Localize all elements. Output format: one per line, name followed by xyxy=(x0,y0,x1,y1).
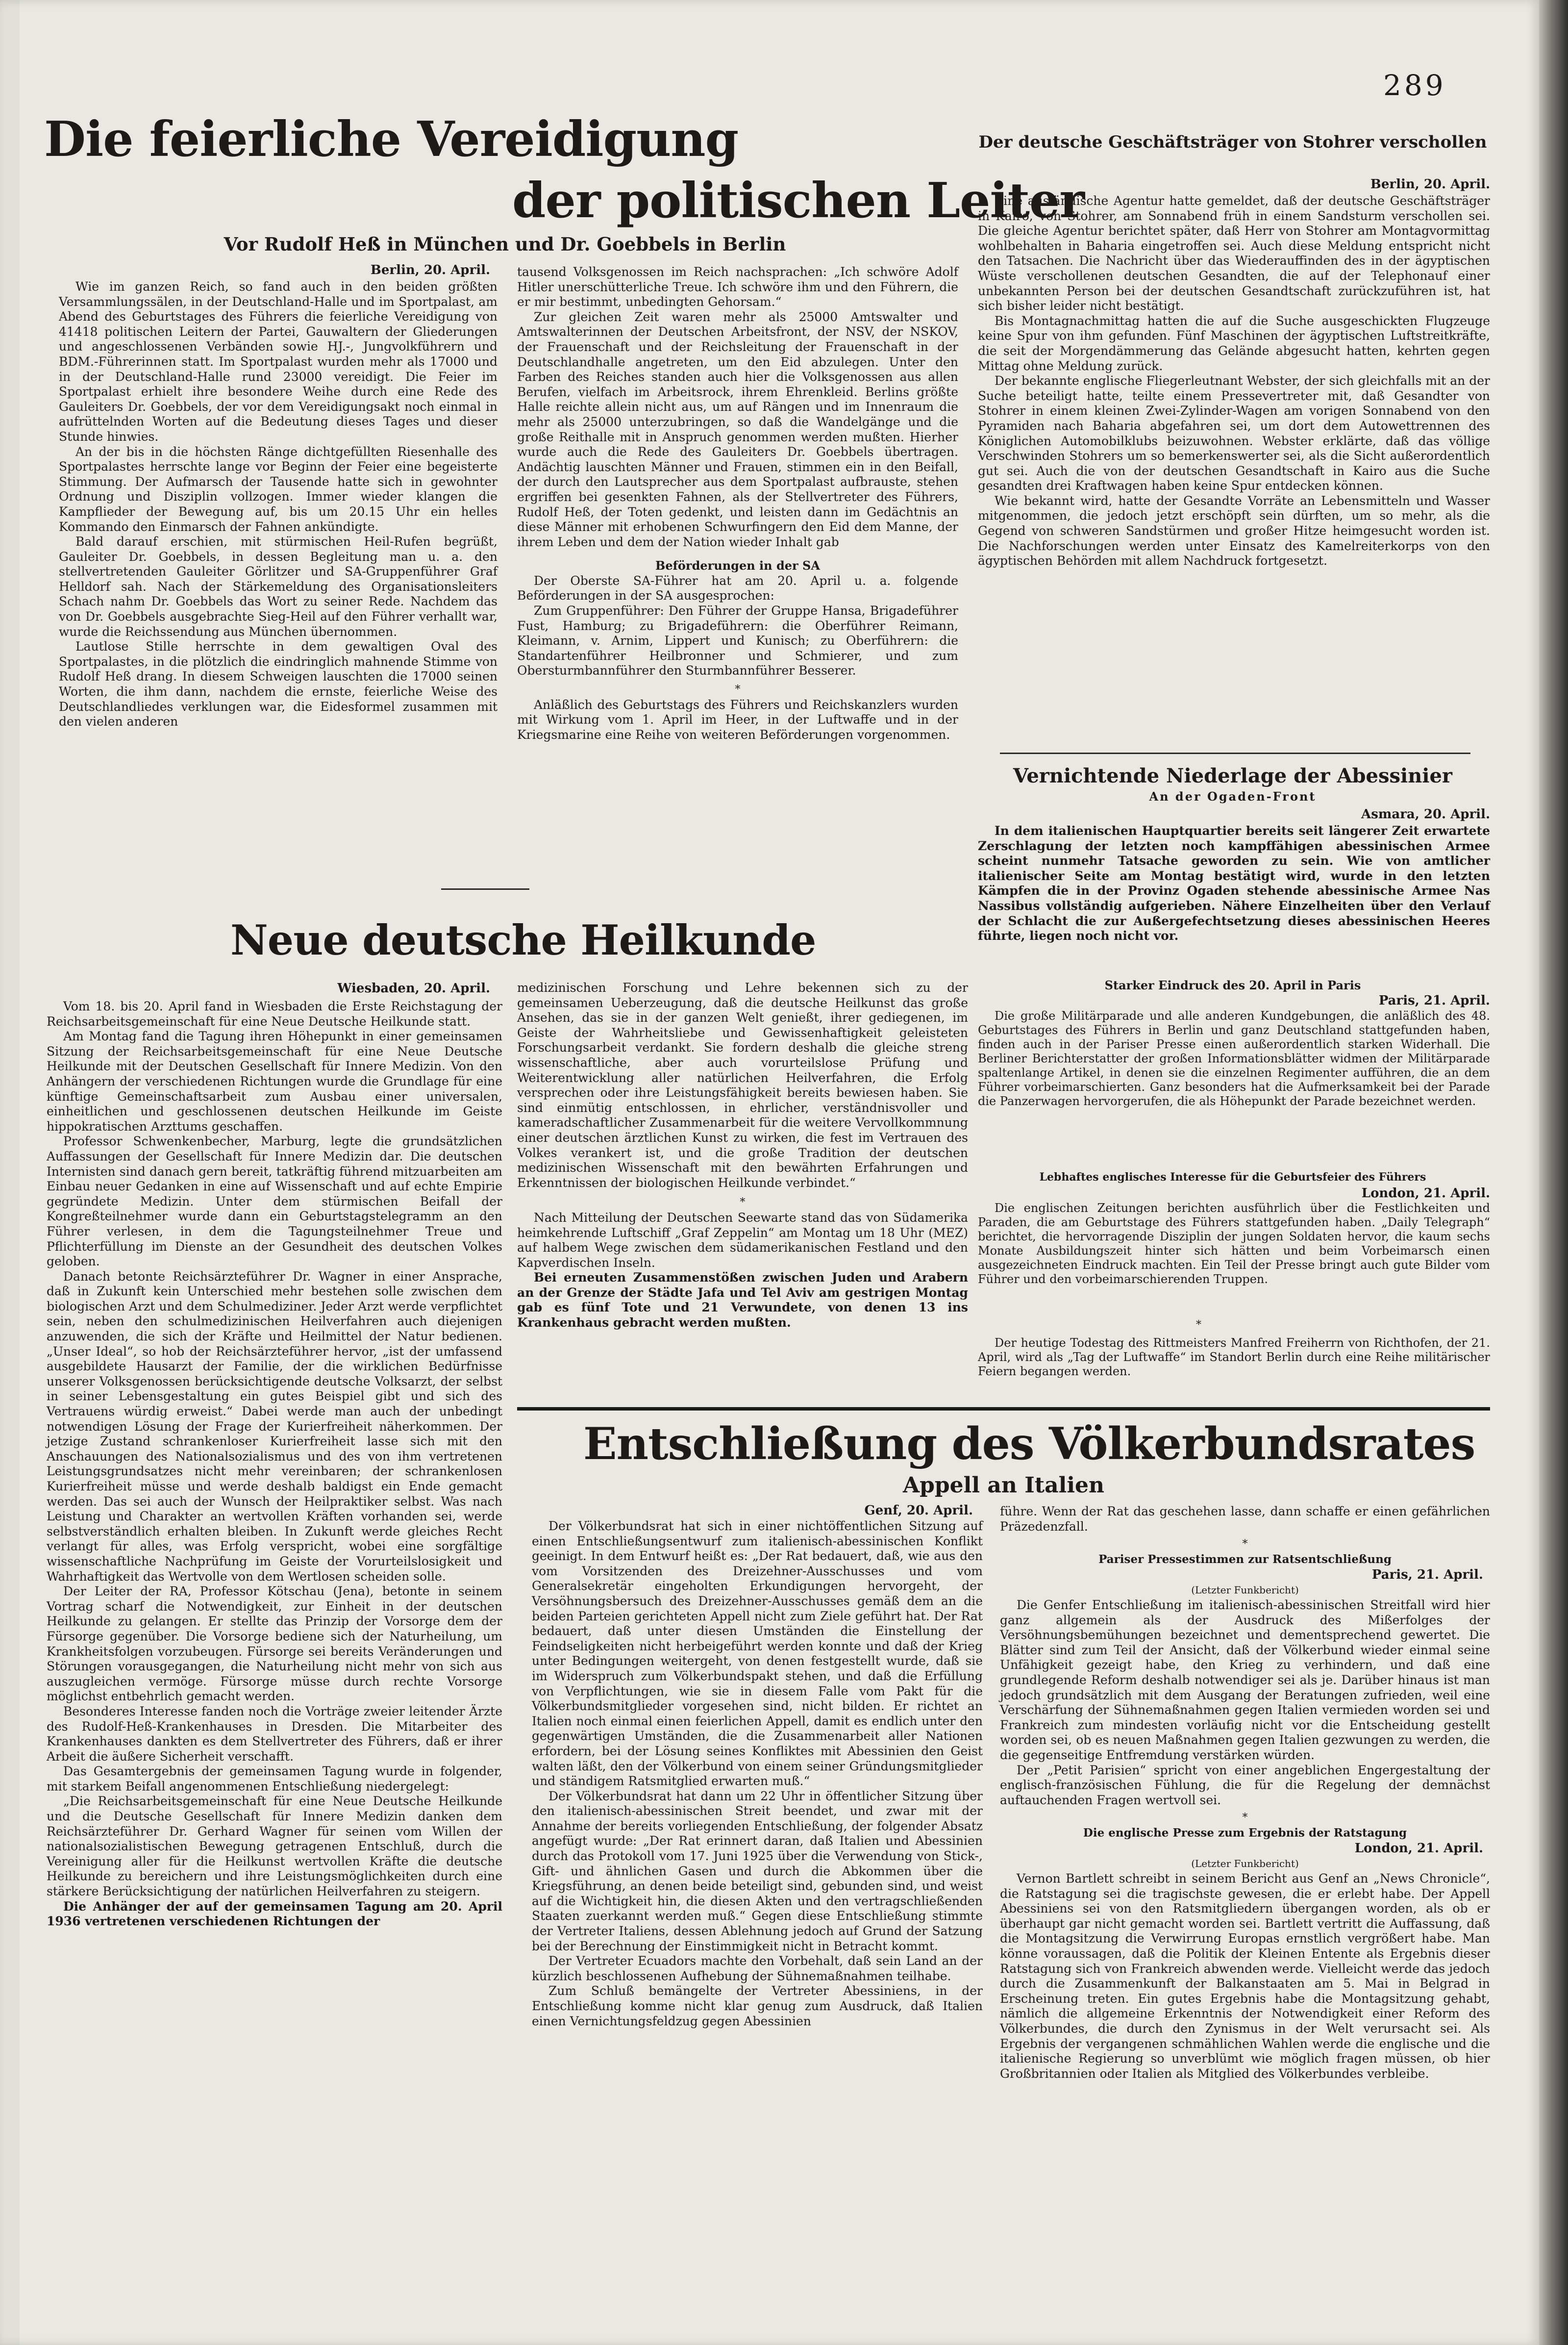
scan-edge xyxy=(0,0,20,2345)
note: (Letzter Funkbericht) xyxy=(1191,1584,1299,1596)
paragraph: Vernon Bartlett schreibt in seinem Bericht aus Genf an „News Chronicle“, die Ratstagung sei die tragischste gewesen, die er erlebt habe. Der Appell Abessiniens sei von den Ratsmitgliedern übergangen worden, als ob er überhaupt gar nicht gemacht worden sei. Bartlett vertritt die Auffassung, daß die Montagsitzung die Verwirrung Europas ernstlich vergrößert habe. Man könne voraussagen, daß die Politik der Kleinen Entente als Ergebnis dieser Ratstagung sich von Frankreich abwenden werde. Vielleicht werde das jedoch durch die Zusammenkunft der Balkanstaaten am 5. Mai in Belgrad in Erscheinung treten. Ein gutes Ergebnis habe die Montagsitzung gehabt, nämlich die allgemeine Erkenntnis der Notwendigkeit einer Reform des Völkerbundes, die durch den Zynismus in der Welt verursacht sei. Als Ergebnis der vergangenen schmählichen Wahlen werde die englische und die italienische Regierung so unverblümt wie möglich fragen müssen, ob hier Großbritannien oder Italien als Mitglied des Völkerbundes verbleibe. xyxy=(1000,1871,1490,2081)
paragraph: medizinischen Forschung und Lehre bekennen sich zu der gemeinsamen Ueberzeugung, daß die deutsche Heilkunst das große Ansehen, das sie in der ganzen Welt genießt, ihrer gediegenen, im Geiste der Wahrheitsliebe und Gewissenhaftigkeit geleisteten Forschungsarbeit verdankt. Sie fordern deshalb die gleiche streng wissenschaftliche, aber auch vorurteilslose Prüfung und Weiterentwicklung aller natürlichen Heilverfahren, die Erfolg versprechen oder ihre Leistungsfähigkeit bereits bewiesen haben. Sie sind einmütig entschlossen, in ehrlicher, verständnisvoller und kameradschaftlicher Zusammenarbeit für die weitere Vervollkommnung einer deutschen ärztlichen Kunst zu wirken, die fest im Vertrauen des Volkes verankert ist, und die große Tradition der deutschen medizinischen Wissenschaft mit den bewährten Erfahrungen und Erkenntnissen der biologischen Heilkunde verbindet.“ xyxy=(517,981,968,1190)
paragraph: Am Montag fand die Tagung ihren Höhepunkt in einer gemeinsamen Sitzung der Reichsarbeitsgemeinschaft für eine Neue Deutsche Heilkunde mit der Deutschen Gesellschaft für Innere Medizin. Von den Anhängern der verschiedenen Richtungen wurde die Grundlage für eine künftige Gemeinschaftsarbeit zum Ausbau einer universalen, einheitlichen und geschlossenen deutschen Heilkunde im Geiste hippokratischen Arzttums geschaffen. xyxy=(47,1029,502,1134)
article-column xyxy=(978,194,1490,569)
article-column xyxy=(978,1201,1490,1286)
section-heading: Beförderungen in der SA xyxy=(655,558,820,573)
headline-subtitle: Appell an Italien xyxy=(902,1473,1105,1498)
paragraph: Zum Schluß bemängelte der Vertreter Abessiniens, in der Entschließung komme nicht klar genug zum Ausdruck, daß Italien einen Vernichtungsfeldzug gegen Abessinien xyxy=(532,1984,983,2028)
dateline: Paris, 21. April. xyxy=(1378,993,1490,1008)
paragraph: „Die Reichsarbeitsgemeinschaft für eine Neue Deutsche Heilkunde und die Deutsche Gesellschaft für Innere Medizin danken dem Reichsärzteführer Dr. Gerhard Wagner für seinen vom Willen der nationalsozialistischen Bewegung getragenen Entschluß, durch die Vereinigung aller für die Heilkunst wertvollen Kräfte die deutsche Heilkunde zu bereichern und ihre Leistungsmöglichkeiten durch eine stärkere Berücksichtigung der natürlichen Heilverfahren zu steigern. xyxy=(47,1794,502,1899)
paragraph: Bei erneuten Zusammenstößen zwischen Juden und Arabern an der Grenze der Städte Jafa und Tel Aviv am gestrigen Montag gab es fünf Tote und 21 Verwundete, von denen 13 ins Krankenhaus gebracht werden mußten. xyxy=(517,1270,968,1330)
page-number: 289 xyxy=(1383,69,1446,102)
paragraph: Die Anhänger der auf der gemeinsamen Tagung am 20. April 1936 vertretenen verschiedenen Richtungen der xyxy=(47,1899,502,1929)
note: (Letzter Funkbericht) xyxy=(1191,1858,1299,1870)
paragraph: Der bekannte englische Fliegerleutnant Webster, der sich gleichfalls mit an der Suche beteiligt hatte, teilte einem Pressevertreter mit, daß Gesandter von Stohrer in einem kleinen Zwei-Zylinder-Wagen am vorigen Sonnabend von den Pyramiden nach Baharia abgefahren sei, um dort dem Autowettrennen des Königlichen Automobilklubs beizuwohnen. Webster erklärte, daß das völlige Verschwinden Stohrers um so bemerkenswerter sei, als die Sicht außerordentlich gut sei. Auch die von der deutschen Gesandtschaft in Kairo aus die Suche gesandten drei Kraftwagen haben keine Spur entdecken können. xyxy=(978,374,1490,493)
section-heading: Pariser Pressestimmen zur Ratsentschließung xyxy=(1098,1552,1392,1566)
headline-subtitle: An der Ogaden-Front xyxy=(1149,789,1317,804)
separator-star: * xyxy=(1242,1538,1248,1551)
divider xyxy=(1000,753,1470,754)
separator-star: * xyxy=(1242,1812,1248,1824)
paragraph: Das Gesamtergebnis der gemeinsamen Tagung wurde in folgender, mit starkem Beifall angenommenen Entschließung niedergelegt: xyxy=(47,1764,502,1793)
paragraph: Der Völkerbundsrat hat dann um 22 Uhr in öffentlicher Sitzung über den italienisch-abessinischen Streit beendet, und zwar mit der Annahme der bereits vorliegenden Entschließung, der folgender Absatz angefügt wurde: „Der Rat erinnert daran, daß Italien und Abessinien durch das Protokoll vom 17. Juni 1925 über die Verwendung von Stick-, Gift- und ähnlichen Gasen und durch die Abkommen über die Kriegsführung, an denen beide beteiligt sind, gebunden sind, und weist auf die Wichtigkeit hin, die diesen Akten und den vertragschließenden Staaten zuerkannt werden muß.“ Gegen diese Entschließung stimmte der Vertreter Italiens, dessen Ablehnung jedoch auf Grund der Satzung bei der Berechnung der Einstimmigkeit nicht in Betracht kommt. xyxy=(532,1789,983,1953)
dateline: Genf, 20. April. xyxy=(864,1503,973,1518)
paragraph: An der bis in die höchsten Ränge dichtgefüllten Riesenhalle des Sportpalastes herrschte lange vor Beginn der Feier eine begeisterte Stimmung. Der Aufmarsch der Tausende hatte sich in gewohnter Ordnung und Disziplin vollzogen. Immer wieder klangen die Kampflieder der Bewegung auf, bis um 20.15 Uhr ein helles Kommando den Einmarsch der Fahnen ankündigte. xyxy=(59,444,498,534)
scan-border xyxy=(1539,0,1568,2345)
paragraph: Der Vertreter Ecuadors machte den Vorbehalt, daß sein Land an der kürzlich beschlossenen Aufhebung der Sühnemaßnahmen teilhabe. xyxy=(532,1954,983,1983)
dateline: Berlin, 20. April. xyxy=(1370,177,1490,192)
paragraph: In dem italienischen Hauptquartier bereits seit längerer Zeit erwartete Zerschlagung der letzten noch kampffähigen abessinischen Armee scheint nunmehr Tatsache geworden zu sein. Wie von amtlicher italienischer Seite am Montag bestätigt wird, wurde in den letzten Kämpfen die in der Provinz Ogaden stehende abessinische Armee Nas Nassibus vollständig aufgerieben. Nähere Einzelheiten über den Verlauf der Schlacht die zur Außergefechtsetzung dieses abessinischen Heeres führte, liegen noch nicht vor. xyxy=(978,824,1490,943)
divider xyxy=(441,888,529,890)
article-column xyxy=(978,824,1490,944)
paragraph: Der „Petit Parisien“ spricht von einer angeblichen Engergestaltung der englisch-französischen Fühlung, die für die Regelung der demnächst auftauchenden Fragen wertvoll sei. xyxy=(1000,1763,1490,1807)
dateline: London, 21. April. xyxy=(1361,1186,1490,1201)
headline-stohrer: Der deutsche Geschäftsträger von Stohrer verschollen xyxy=(978,132,1487,152)
article-column xyxy=(978,1009,1490,1109)
article-column xyxy=(978,1336,1490,1379)
dateline: Wiesbaden, 20. April. xyxy=(337,981,490,996)
paragraph: Danach betonte Reichsärzteführer Dr. Wagner in einer Ansprache, daß in Zukunft kein Unterschied mehr bestehen solle zwischen dem biologischen Arzt und dem Schulmediziner. Jeder Arzt werde verpflichtet sein, neben den schulmedizinischen Heilverfahren auch diejenigen anzuwenden, die sich der Kräfte und Heilmittel der Natur bedienen. „Unser Ideal“, so hob der Reichsärzteführer hervor, „ist der umfassend ausgebildete Hausarzt der Familie, der die wirklichen Bedürfnisse unserer Volksgenossen berücksichtigende deutsche Volksarzt, der selbst in seiner Lebensgestaltung ein gutes Beispiel gibt und sich des Vertrauens würdig erweist.“ Dabei werde man auch der unbedingt notwendigen Lösung der Frage der Kurierfreiheit näherkommen. Der jetzige Zustand schrankenloser Kurierfreiheit lasse sich mit den Anschauungen des Nationalsozialismus und des von ihm vertretenen Leistungsgrundsatzes nicht mehr vereinbaren; der schrankenlosen Kurierfreiheit müsse und werde deshalb baldigst ein Ende gemacht werden. Das sei auch der Wunsch der Heilpraktiker selbst. Was nach Leistung und Charakter an wertvollen Kräften vorhanden sei, werde selbstverständlich erhalten bleiben. In Zukunft werde gleiches Recht verlangt für alles, was Erfolg verspricht, wobei eine sorgfältige wissenschaftliche Nachprüfung im Geiste der Vorurteilslosigkeit und Wahrhaftigkeit das Wertvolle von dem Wertlosen scheiden solle. xyxy=(47,1269,502,1584)
paragraph: Besonderes Interesse fanden noch die Vorträge zweier leitender Ärzte des Rudolf-Heß-Krankenhauses in Dresden. Die Mitarbeiter des Krankenhauses dankten es dem Stellvertreter des Führers, daß er ihrer Arbeit die äußere Sicherheit verschafft. xyxy=(47,1704,502,1764)
paragraph: führe. Wenn der Rat das geschehen lasse, dann schaffe er einen gefährlichen Präzedenzfall. xyxy=(1000,1504,1490,1534)
article-column xyxy=(532,1519,983,2029)
paragraph: Wie im ganzen Reich, so fand auch in den beiden größten Versammlungssälen, in der Deutschland-Halle und im Sportpalast, am Abend des Geburtstages des Führers die feierliche Vereidigung von 41418 politischen Leitern der Partei, Gauwaltern der Gliederungen und angeschlossenen Verbänden sowie HJ.-, Jungvolkführern und BDM.-Führerinnen statt. Im Sportpalast wurden mehr als 17000 und in der Deutschland-Halle rund 23000 vereidigt. Die Feier im Sportpalast erhielt ihre besondere Weihe durch eine Rede des Gauleiters Dr. Goebbels, der vor dem Vereidigungsakt noch einmal in aufrüttelnden Worten auf die Bedeutung dieses Tages und dieser Stunde hinwies. xyxy=(59,279,498,444)
article-column xyxy=(59,279,498,730)
paragraph: Bald darauf erschien, mit stürmischen Heil-Rufen begrüßt, Gauleiter Dr. Goebbels, in dessen Begleitung man u. a. den stellvertretenden Gauleiter Görlitzer und SA-Gruppenführer Graf Helldorf sah. Nach der Stärkemeldung des Organisationsleiters Schach nahm Dr. Goebbels das Wort zu seiner Rede. Nachdem das von Dr. Goebbels ausgebrachte Sieg-Heil auf den Führer verhallt war, wurde die Reichssendung aus München übernommen. xyxy=(59,534,498,639)
article-column xyxy=(517,981,968,1331)
headline-line2: der politischen Leiter xyxy=(512,173,1085,229)
section-heading: Lebhaftes englisches Interesse für die Geburtsfeier des Führers xyxy=(1039,1171,1426,1184)
dateline: London, 21. April. xyxy=(1354,1841,1483,1856)
paragraph: Eine ausländische Agentur hatte gemeldet, daß der deutsche Geschäftsträger in Kairo, von Stohrer, am Sonnabend früh in einem Sandsturm verschollen sei. Die gleiche Agentur berichtet später, daß Herr von Stohrer am Montagvormittag wohlbehalten in Baharia eingetroffen sei. Auch diese Meldung entspricht nicht den Tatsachen. Die Nachricht über das Wiederauffinden des in der ägyptischen Wüste verschollenen deutschen Gesandten, die auf der Telephonauf einer unbekannten Person bei der deutschen Gesandtschaft zurückzuführen ist, hat sich bisher leider nicht bestätigt. xyxy=(978,194,1490,313)
paragraph: Der heutige Todestag des Rittmeisters Manfred Freiherrn von Richthofen, der 21. April, wird als „Tag der Luftwaffe“ im Standort Berlin durch eine Reihe militärischer Feiern begangen werden. xyxy=(978,1336,1490,1378)
paragraph: Der Oberste SA-Führer hat am 20. April u. a. folgende Beförderungen in der SA ausgesprochen: xyxy=(517,573,958,603)
paragraph: Zum Gruppenführer: Den Führer der Gruppe Hansa, Brigadeführer Fust, Hamburg; zu Brigadeführern: die Oberführer Reimann, Kleimann, v. Arnim, Lippert und Kunisch; zu Oberführern: die Standartenführer Heilbronner und Schmierer, und zum Obersturmbannführer den Sturmbannführer Besserer. xyxy=(517,604,958,678)
paragraph: Vom 18. bis 20. April fand in Wiesbaden die Erste Reichstagung der Reichsarbeitsgemeinschaft für eine Neue Deutsche Heilkunde statt. xyxy=(47,999,502,1029)
paragraph: Bis Montagnachmittag hatten die auf die Suche ausgeschickten Flugzeuge keine Spur von ihm gefunden. Fünf Maschinen der ägyptischen Luftstreitkräfte, die seit der Morgendämmerung das Gelände abgesucht hatten, kehrten gegen Mittag ohne Meldung zurück. xyxy=(978,313,1490,373)
article-column xyxy=(47,999,502,1929)
divider xyxy=(517,1407,1490,1411)
paragraph: Lautlose Stille herrschte in dem gewaltigen Oval des Sportpalastes, in die plötzlich die eindringlich mahnende Stimme von Rudolf Heß drang. In diesem Schweigen lauschten die 17000 seinen Worten, die ihm dann, nachdem die ernste, feierliche Weise des Deutschlandliedes verklungen war, die Eidesformel zusammen mit den vielen anderen xyxy=(59,639,498,729)
article-column xyxy=(517,265,958,742)
paragraph: tausend Volksgenossen im Reich nachsprachen: „Ich schwöre Adolf Hitler unerschütterliche Treue. Ich schwöre ihm und den Führern, die er mir bestimmt, unbedingten Gehorsam.“ xyxy=(517,265,958,309)
paragraph: Die große Militärparade und alle anderen Kundgebungen, die anläßlich des 48. Geburtstages des Führers in Berlin und ganz Deutschland stattgefunden haben, finden auch in der Pariser Presse einen außerordentlich starken Widerhall. Die Berliner Berichterstatter der großen Informationsblätter widmen der Militärparade spaltenlange Artikel, in denen sie die einzelnen Regimenter aufführen, die an dem Führer vorbeimarschierten. Ganz besonders hat die Aufmerksamkeit bei der Parade die Panzerwagen hervorgerufen, die als Höhepunkt der Parade bezeichnet werden. xyxy=(978,1009,1490,1108)
separator-star: * xyxy=(735,683,741,696)
headline-line1: Die feierliche Vereidigung xyxy=(44,111,739,168)
dateline: Berlin, 20. April. xyxy=(370,263,490,277)
paragraph: Anläßlich des Geburtstags des Führers und Reichskanzlers wurden mit Wirkung vom 1. April im Heer, in der Luftwaffe und in der Kriegsmarine eine Reihe von weiteren Beförderungen vorgenommen. xyxy=(517,697,958,742)
dateline: Paris, 21. April. xyxy=(1371,1567,1483,1583)
paragraph: Die Genfer Entschließung im italienisch-abessinischen Streitfall wird hier ganz allgemein als der Ausdruck des Mißerfolges der Versöhnungsbemühungen bezeichnet und dementsprechend gewertet. Die Blätter sind zum Teil der Ansicht, daß der Völkerbund wieder einmal seine Unfähigkeit gezeigt habe, den Krieg zu verhindern, und daß eine grundlegende Reform deshalb notwendiger sei als je. Darüber hinaus ist man jedoch grundsätzlich mit dem Ausgang der Beratungen zufrieden, weil eine Verschärfung der Sühnemaßnahmen gegen Italien vermieden worden sei und Frankreich zum mindesten vorläufig nicht vor die Entscheidung gestellt worden sei, ob es neuen Maßnahmen gegen Italien gezwungen zu werden, die die gegenseitige Entfremdung verstärken würden. xyxy=(1000,1597,1490,1762)
paragraph: Zur gleichen Zeit waren mehr als 25000 Amtswalter und Amtswalterinnen der Deutschen Arbeitsfront, der NSV, der NSKOV, der Frauenschaft und der Reichsleitung der Frauenschaft in der Deutschlandhalle angetreten, um den Eid abzulegen. Unter den Farben des Reiches standen auch hier die Volksgenossen aus allen Berufen, vielfach im Arbeitsrock, ihrem Ehrenkleid. Berlins größte Halle reichte allein nicht aus, um auf Rängen und im Innenraum die mehr als 25000 unterzubringen, so daß die Wandelgänge und die große Reithalle mit in Anspruch genommen werden mußten. Hierher wurde auch die Rede des Gauleiters Dr. Goebbels übertragen. Andächtig lauschten Männer und Frauen, stimmen ein in den Beifall, der durch den Lautsprecher aus dem Sportpalast aufbrauste, stehen ergriffen bei gesenkten Fahnen, als der Stellvertreter des Führers, Rudolf Heß, der Toten gedenkt, und leisten dann im Gedächtnis an diese Männer mit erhobenen Schwurfingern den Eid dem Manne, der ihrem Leben und dem der Nation wieder Inhalt gab xyxy=(517,309,958,549)
section-heading: Starker Eindruck des 20. April in Paris xyxy=(1104,978,1361,992)
paragraph: Der Leiter der RA, Professor Kötschau (Jena), betonte in seinem Vortrag scharf die Notwendigkeit, zur Einheit in der deutschen Heilkunde zu gelangen. Er stellte das Prinzip der Vorsorge dem der Fürsorge gegenüber. Die Vorsorge bediene sich der Naturheilung, um Krankheitsfolgen vorzubeugen. Fürsorge sei bereits Veränderungen und Störungen vorausgegangen, die Naturheilung nicht mehr von sich aus auszugleichen vermöge. Fürsorge müsse durch rechte Vorsorge möglichst entbehrlich gemacht werden. xyxy=(47,1584,502,1704)
separator-star: * xyxy=(1196,1319,1201,1331)
paragraph: Wie bekannt wird, hatte der Gesandte Vorräte an Lebensmitteln und Wasser mitgenommen, die jedoch jetzt erschöpft sein dürften, um so mehr, als die Gegend von schweren Sandstürmen und großer Hitze heimgesucht worden ist. Die Nachforschungen werden unter Einsatz des Kamelreiterkorps von den ägyptischen Behörden mit allem Nachdruck fortgesetzt. xyxy=(978,493,1490,568)
paragraph: Der Völkerbundsrat hat sich in einer nichtöffentlichen Sitzung auf einen Entschließungsentwurf zum italienisch-abessinischen Konflikt geeinigt. In dem Entwurf heißt es: „Der Rat bedauert, daß, wie aus den vom Vorsitzenden des Dreizehner-Ausschusses und vom Generalsekretär eingeholten Erkundigungen hervorgeht, der Versöhnungsbersuch des Dreizehner-Ausschusses gemäß dem an die beiden Parteien gerichteten Appell nicht zum Ziele geführt hat. Der Rat bedauert, daß unter diesen Umständen die Einstellung der Feindseligkeiten nicht herbeigeführt werden konnte und daß der Krieg unter Bedingungen weitergeht, von denen festgestellt wurde, daß sie im Widerspruch zum Völkerbundspakt stehen, und daß die Erfüllung von Verpflichtungen, wie sie in diesem Falle vom Pakt für die Völkerbundsmitglieder vorgesehen sind, nicht bilden. Er richtet an Italien noch einmal einen feierlichen Appell, damit es endlich unter den gegenwärtigen Umständen, die die Zusammenarbeit aller Nationen erfordern, bei der Lösung seines Konfliktes mit Abessinien den Geist walten läßt, den der Völkerbund von einem seiner Gründungsmitglieder und ständigem Ratsmitglied erwarten muß.“ xyxy=(532,1519,983,1789)
headline-heilkunde: Neue deutsche Heilkunde xyxy=(230,916,816,964)
separator-star: * xyxy=(740,1196,746,1209)
headline-abessinier: Vernichtende Niederlage der Abessinier xyxy=(1013,764,1452,787)
paragraph: Professor Schwenkenbecher, Marburg, legte die grundsätzlichen Auffassungen der Gesellschaft für Innere Medizin dar. Die deutschen Internisten sind danach gern bereit, tatkräftig führend mitzuarbeiten am Einbau neuer Gedanken in eine auf Wissenschaft und auf echte Empirie gegründete Medizin. Unter dem stürmischen Beifall der Kongreßteilnehmer wurde dann ein Geburtstagstelegramm an den Führer verlesen, in dem die Tagungsteilnehmer Treue und Pflichterfüllung im Dienste an der Gesundheit des deutschen Volkes geloben. xyxy=(47,1134,502,1269)
paragraph: Die englischen Zeitungen berichten ausführlich über die Festlichkeiten und Paraden, die am Geburtstage des Führers stattgefunden haben. „Daily Telegraph“ berichtet, die hervorragende Disziplin der jungen Soldaten hervor, die kaum sechs Monate Ausbildungszeit hinter sich hätten und beim Vorbeimarsch einen ausgezeichneten Eindruck machten. Ein Teil der Presse bringt auch gute Bilder vom Führer und den vorbeimarschierenden Truppen. xyxy=(978,1201,1490,1286)
paragraph: Nach Mitteilung der Deutschen Seewarte stand das von Südamerika heimkehrende Luftschiff „Graf Zeppelin“ am Montag um 18 Uhr (MEZ) auf halbem Wege zwischen dem südamerikanischen Festland und den Kapverdischen Inseln. xyxy=(517,1210,968,1270)
article-column xyxy=(1000,1504,1490,2081)
headline-subtitle: Vor Rudolf Heß in München und Dr. Goebbels in Berlin xyxy=(224,233,786,255)
dateline: Asmara, 20. April. xyxy=(1361,807,1490,822)
headline-voelkerbund: Entschließung des Völkerbundsrates xyxy=(583,1418,1475,1470)
section-heading: Die englische Presse zum Ergebnis der Ratstagung xyxy=(1083,1826,1407,1840)
